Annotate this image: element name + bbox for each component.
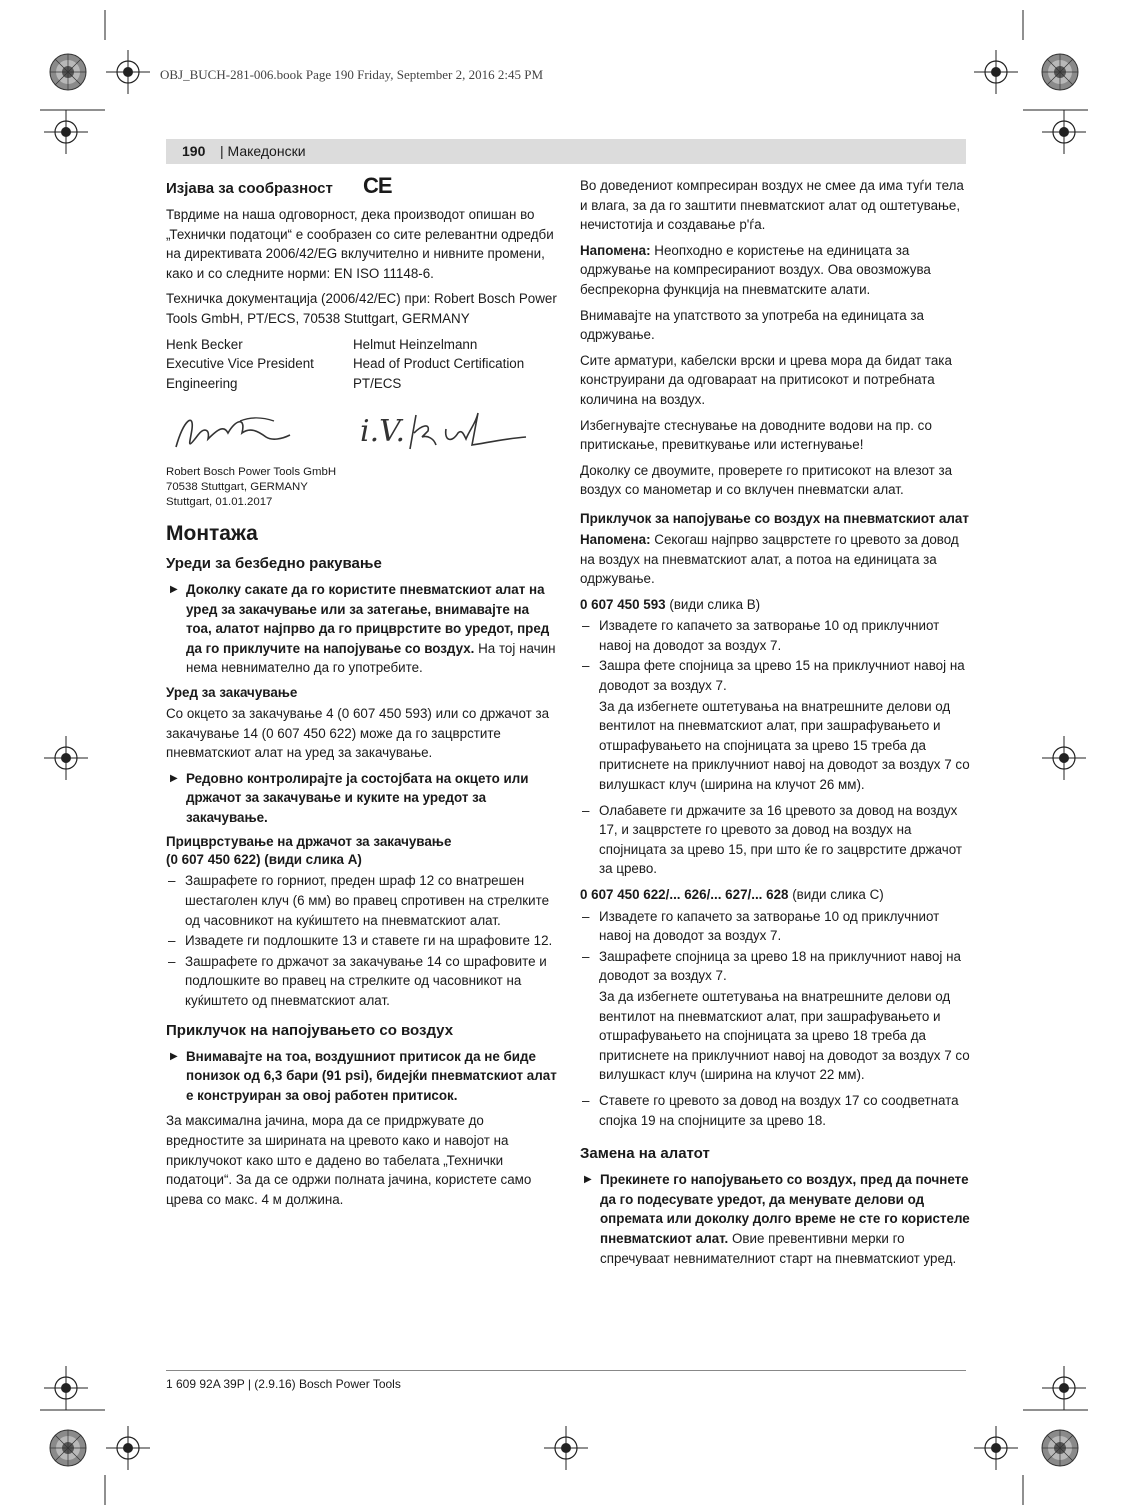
declaration-text: Тврдиме на наша одговорност, дека производот опишан во „Технички податоци“ е сообразен со сите релевантни одредби на директивата 2006/42/EG вклучително и нивните промени, како и со следните норми: EN ISO 11148-6.	[166, 207, 554, 281]
part-number-b: 0 607 450 593 (види слика B)	[580, 596, 761, 612]
footer-divider	[166, 1370, 966, 1371]
company-address: Robert Bosch Power Tools GmbH 70538 Stuttgart, GERMANY Stuttgart, 01.01.2017	[166, 466, 337, 509]
safety-warning: ▶ Доколку сакате да го користите пневматскиот алат на уред за закачување или за затегање, внимавајте на тоа, алатот најпрво да го прицврстите во уредот, пред да го приклучите на напојување со воздух. На тој начин нема невнимателно да го употребите.	[170, 581, 556, 676]
page-header	[166, 139, 966, 164]
hanging-device-text: Со окцето за закачување 4 (0 607 450 593) или со држачот за закачување 14 (0 607 450 622) може да го зацврстите пневматскиот алат на уред за закачување.	[166, 705, 550, 761]
hanging-device-heading: Уред за закачување	[166, 684, 298, 700]
list-item: – Извадете го капачето за затворање 10 од приклучниот навој на доводот за воздух 7.	[582, 618, 940, 653]
page-number: 190	[182, 143, 206, 159]
note-maintenance-unit: Напомена: Неопходно е користење на единицата за одржување на компресираниот воздух. Ова овозможува беспрекорна функција на пневматските алати.	[580, 242, 931, 297]
compressed-air-text: Во доведениот компресиран воздух не смее да има туѓи тела и влага, за да го заштити пневматскиот алат од оштетување, нечистотија и создавање р'ѓа.	[580, 178, 964, 233]
signatory-2: Helmut Heinzelmann Head of Product Certification PT/ECS	[353, 336, 525, 391]
air-supply-heading: Приклучок на напојувањето со воздух	[166, 1021, 454, 1039]
section-title-montaza: Монтажа	[166, 522, 258, 546]
language-label: | Македонски	[220, 143, 306, 159]
list-item: – Извадете го капачето за затворање 10 од приклучниот навој на доводот за воздух 7.	[582, 908, 940, 944]
connection-heading: Приклучок за напојување со воздух на пневматскиот алат	[580, 510, 969, 526]
list-item: – Зашрафете спојница за црево 18 на приклучниот навој на доводот за воздух 7.	[582, 948, 961, 984]
air-pressure-warning: ▶ Внимавајте на тоа, воздушниот притисок да не биде понизок од 6,3 бари (91 psi), бидејќи пневматскиот алат е конструиран за овој работен притисок.	[170, 1048, 557, 1103]
constriction-note: Избегнувајте стеснување на доводните водови на пр. со притискање, превиткување или истегнување!	[580, 417, 932, 453]
signatories	[166, 335, 558, 394]
manometer-note: Доколку се двоумите, проверете го притисокот на влезот за воздух со манометар и со вклучен пневматски алат.	[580, 462, 953, 498]
ce-mark-icon: CE	[363, 173, 392, 198]
steps-b-list-2	[580, 801, 970, 879]
list-item: – Зашрафете го горниот, преден шраф 12 со внатрешен шестаголен клуч (6 мм) во правец спротивен на стрелките од часовникот на куќиштето на пневматскиот алат.	[168, 873, 550, 928]
svg-text:i.V.: i.V.	[360, 414, 406, 450]
steps-c-list	[580, 907, 970, 986]
steps-b-list	[580, 616, 970, 695]
tool-change-warning: ▶ Прекинете го напојувањето со воздух, пред да почнете да го подесувате уредот, да менувате делови од опремата или доколку долго време не сте го користеле пневматскиот алат. Овие превентивни мерки го спречуваат невнимателниот старт на пневматскиот уред.	[584, 1172, 970, 1266]
bullet-triangle-icon: ▶	[170, 772, 178, 784]
bullet-triangle-icon: ▶	[170, 1050, 178, 1062]
handwritten-signatures-icon	[166, 399, 558, 463]
bullet-triangle-icon: ▶	[170, 583, 178, 595]
list-item: – Извадете ги подлошките 13 и ставете ги на шрафовите 12.	[168, 933, 553, 949]
signatory-1: Henk Becker Executive Vice President Engineering	[166, 336, 314, 391]
safety-devices-heading: Уреди за безбедно ракување	[166, 554, 382, 572]
steps-c-continuation: За да избегнете оштетувања на внатрешните делови од вентилот на пневматскиот алат, при зашрафувањето и отшрафувањето на спојницата за црево 18 треба да притиснете на приклучниот навој на доводот за воздух 7 со вилушкаст клуч (ширина на клучот 22 мм).	[599, 988, 970, 1083]
manual-note: Внимавајте на упатството за употреба на единицата за одржување.	[580, 307, 924, 343]
technical-documentation: Техничка документација (2006/42/EC) при: Robert Bosch Power Tools GmbH, PT/ECS, 70538 Stuttgart, GERMANY	[166, 291, 557, 326]
tool-change-heading: Замена на алатот	[580, 1145, 710, 1163]
fittings-note: Сите арматури, кабелски врски и црева мора да бидат така конструирани да одговараат на притисокот и потребната количина на воздух.	[580, 352, 952, 407]
declaration-heading: Изјава за сообразност CE	[166, 173, 392, 198]
note-hose-first: Напомена: Секогаш најпрво зацврстете го цревото за довод на воздух на пневматскиот алат, а потоа на единицата за одржување.	[580, 531, 959, 587]
list-item: – Олабавете ги држачите за 16 цревото за довод на воздух 17, и зацврстете го цревото за довод на воздух на спојницата за црево 15, при што ќе го зацврстите држачот за црево.	[582, 802, 963, 877]
air-supply-text: За максимална јачина, мора да се придржувате до вредностите за ширината на цревото како и навојот на приклучокот како што е дадено во табелата „Технички податоци“. За да се одржи полната јачина, користете само црева со макс. 4 м должина.	[166, 1113, 532, 1207]
steps-c-list-2	[580, 1091, 970, 1130]
print-job-line: OBJ_BUCH-281-006.book Page 190 Friday, September 2, 2016 2:45 PM	[160, 67, 544, 82]
holder-steps-list	[166, 871, 558, 1010]
hanging-device-warning: ▶ Редовно контролирајте ја состојбата на окцето или држачот за закачување и куките на уредот за закачување.	[170, 770, 529, 825]
list-item: – Ставете го цревото за довод на воздух 17 со соодветната спојка 19 на спојниците за црево 18.	[582, 1092, 959, 1128]
right-column	[580, 176, 970, 1274]
list-item: – Зашрафете го држачот за закачување 14 со шрафовите и подлошките во правец на стрелките од часовникот на куќиштето од пневматскиот алат.	[168, 953, 547, 1009]
left-column	[166, 173, 558, 1215]
page-footer: 1 609 92A 39P | (2.9.16) Bosch Power Tools	[166, 1377, 401, 1391]
holder-mounting-heading: Прицврстување на држачот за закачување (0 607 450 622) (види слика A)	[166, 834, 452, 868]
signatures-image	[166, 399, 558, 463]
steps-b-continuation: За да избегнете оштетувања на внатрешните делови од вентилот на пневматскиот алат, при зашрафувањето и отшрафувањето на спојницата за црево 15 треба да притиснете на приклучниот навој на доводот за воздух 7 со вилушкаст клуч (ширина на клучот 26 мм).	[599, 698, 970, 793]
list-item: – Зашра фете спојница за црево 15 на приклучниот навој на доводот за воздух 7.	[582, 658, 965, 694]
bullet-triangle-icon: ▶	[584, 1174, 592, 1186]
part-number-c: 0 607 450 622/... 626/... 627/... 628 (види слика C)	[580, 887, 884, 902]
